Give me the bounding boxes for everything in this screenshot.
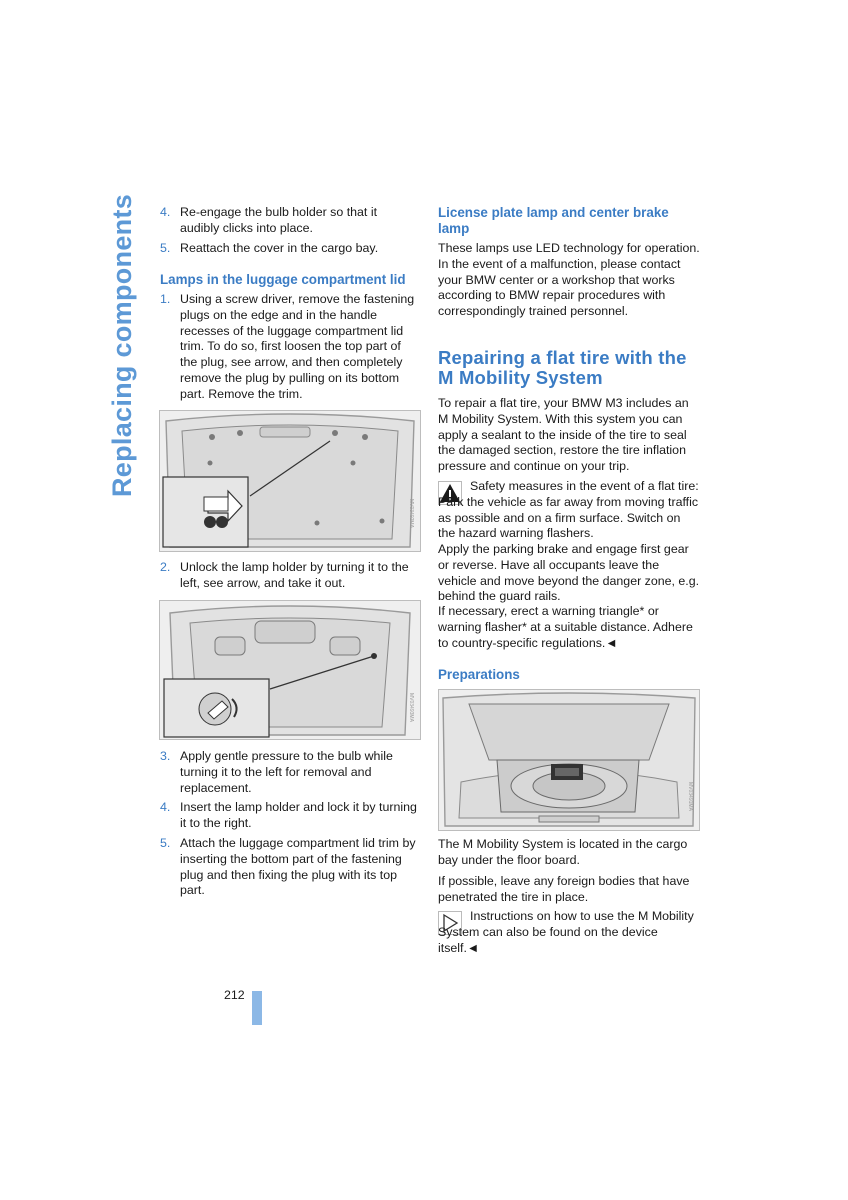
license-lamp-text: These lamps use LED technology for operation. In the event of a malfunction, please contact your BMW center or a workshop that works according to BMW repair procedures with correspondingly trained personnel. (438, 241, 700, 319)
lamp-holder-figure (159, 600, 421, 740)
chapter-title: Replacing components (107, 193, 137, 497)
list-number: 5. (160, 241, 171, 255)
list-number: 5. (160, 836, 171, 850)
list-item (160, 292, 418, 403)
prep-text-2: If possible, leave any foreign bodies that have penetrated the tire in place. (438, 874, 690, 904)
list-item (160, 749, 418, 796)
warning-text: Safety measures in the event of a flat tire: Park the vehicle as far away from moving traffic as possible and on a firm surface. Switch on the hazard warning flashers. (438, 479, 699, 541)
list-item (160, 800, 418, 832)
list-text: Using a screw driver, remove the fastening plugs on the edge and in the handle recesses of the luggage compartment lid trim. To do so, first loosen the top part of the plug, see arrow, and then completely remove the plug by pulling on its bottom part. Remove the trim. (180, 292, 415, 401)
trunk-lid-trim-figure (159, 410, 421, 552)
list-text: Reattach the cover in the cargo bay. (180, 241, 379, 255)
figure-code: MV03492MA (408, 499, 414, 528)
list-item (160, 836, 418, 899)
warning-text-3: If necessary, erect a warning triangle* or warning flasher* at a suitable distance. Adhere to country-specific regulations.◄ (438, 604, 693, 650)
license-lamp-heading: License plate lamp and center brake lamp (438, 205, 669, 236)
prep-text-1: The M Mobility System is located in the cargo bay under the floor board. (438, 837, 688, 867)
list-text: Insert the lamp holder and lock it by turning it to the right. (180, 800, 417, 830)
warning-text-2: Apply the parking brake and engage first gear or reverse. Have all occupants leave the vehicle and move beyond the danger zone, e.g. behind the guard rails. (438, 542, 700, 604)
page-marker-bar (252, 991, 262, 1025)
list-text: Unlock the lamp holder by turning it to the left, see arrow, and take it out. (180, 560, 409, 590)
preparations-heading: Preparations (438, 667, 520, 682)
note-text: Instructions on how to use the M Mobility System can also be found on the device itself.◄ (438, 909, 694, 955)
cargo-bay-figure (438, 689, 700, 831)
section-heading-line2: M Mobility System (438, 367, 603, 388)
list-number: 4. (160, 205, 171, 219)
list-number: 3. (160, 749, 171, 763)
list-text: Re-engage the bulb holder so that it audibly clicks into place. (180, 205, 378, 235)
list-number: 2. (160, 560, 171, 574)
figure-code: MV03491MA (687, 782, 693, 811)
list-item (160, 241, 418, 257)
figure-code: MV03493MA (408, 693, 414, 722)
list-number: 1. (160, 292, 171, 306)
page-number: 212 (224, 988, 245, 1002)
list-item (160, 560, 418, 592)
section-heading-line1: Repairing a flat tire with the (438, 347, 687, 368)
list-text: Attach the luggage compartment lid trim by inserting the bottom part of the fastening plug and then fixing the plug with its top part. (180, 836, 416, 898)
list-text: Apply gentle pressure to the bulb while turning it to the left for removal and replacement. (180, 749, 393, 795)
list-number: 4. (160, 800, 171, 814)
list-item (160, 205, 418, 237)
section-intro: To repair a flat tire, your BMW M3 includes an M Mobility System. With this system you can apply a sealant to the inside of the tire to seal the damaged section, restore the tire inflation pressure and continue on your trip. (438, 396, 689, 474)
lamps-heading: Lamps in the luggage compartment lid (160, 272, 406, 287)
